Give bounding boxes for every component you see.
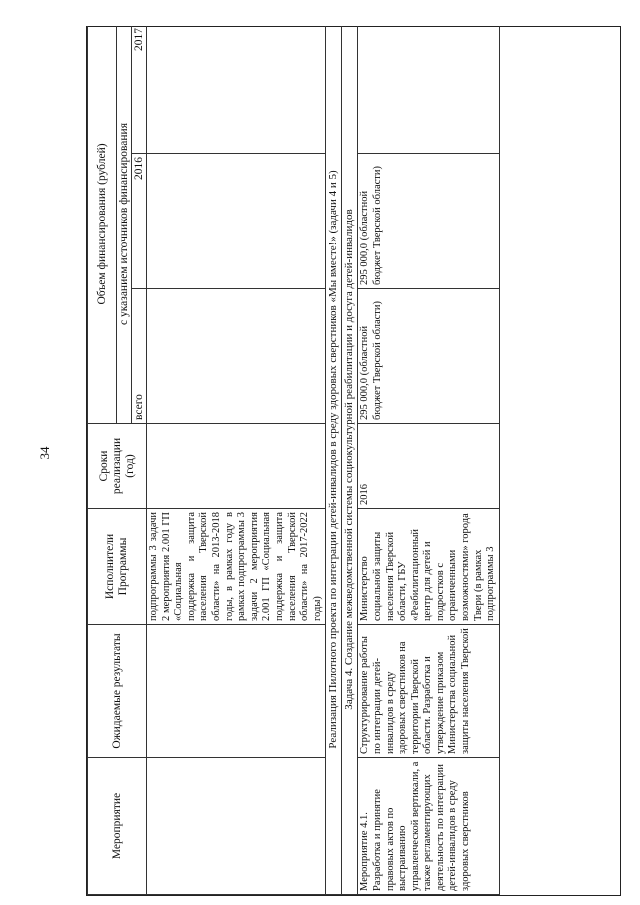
cell-empty [147, 154, 326, 289]
cell-empty [147, 758, 326, 895]
col-header-executors: Исполнители Программы [88, 509, 147, 625]
cell-executors-cont: подпрограммы 3 задачи 2 мероприятия 2.001 ГП «Социальная поддержка и защита населения Тверской области» на 2013-2018 годы, в рамках году в рамках подпрограммы 3 задачи 2 мероприятия 2.001 ГП «Социальная поддержка и защита населения Тверской области» на 2017-2022 годы) [147, 509, 326, 625]
section-band [326, 26, 342, 895]
section-band [342, 26, 358, 895]
page-number: 34 [37, 446, 52, 460]
cell-total: 295 000,0 (областной бюджет Тверской области) [358, 289, 500, 424]
col-header-2016: 2016 [132, 154, 147, 289]
table-row [358, 26, 500, 895]
col-header-total: всего [132, 289, 147, 424]
cell-empty [147, 424, 326, 509]
header-row [88, 26, 117, 895]
col-header-results: Ожидаемые результаты [88, 625, 147, 758]
cell-executors: Министерство социальной защиты населения Тверской области, ГБУ «Реабилитационный центр для детей и подростков с ограниченными возможностями» города Твери (в рамках подпрограммы 3 [358, 509, 500, 625]
cell-empty [147, 625, 326, 758]
col-header-funding [88, 26, 117, 424]
col-header-measure: Мероприятие [88, 758, 147, 895]
cell-period: 2016 [358, 424, 500, 509]
funding-title: Объем финансирования (рублей) [95, 143, 108, 305]
program-table [86, 26, 621, 896]
cell-empty [147, 26, 326, 154]
document-stage [86, 26, 621, 896]
col-header-period: Сроки реализации (год) [88, 424, 147, 509]
cell-2017 [358, 26, 500, 154]
col-header-2017: 2017 [132, 26, 147, 154]
cell-empty [147, 289, 326, 424]
col-header-funding-sub: с указанием источников финансирования [117, 26, 132, 424]
table-row [147, 26, 326, 895]
cell-measure: Мероприятие 4.1. Разработка и принятие правовых актов по выстраиванию управленческой вертикали, а также регламентирующих деятельность по интеграции детей-инвалидов в среду здоровых сверстников [358, 758, 500, 895]
band-task-4: Задача 4. Создание межведомственной системы социокультурной реабилитации и досуга детей-инвалидов [342, 26, 358, 895]
band-pilot-project: Реализация Пилотного проекта по интеграции детей-инвалидов в среду здоровых сверстников «Мы вместе!» (задачи 4 и 5) [326, 26, 342, 895]
cell-2016: 295 000,0 (областной бюджет Тверской области) [358, 154, 500, 289]
cell-results: Структурирование работы по интеграции детей-инвалидов в среду здоровых сверстников на территории Тверской области. Разработка и утверждение приказом Министерства социальной защиты населения Тверской [358, 625, 500, 758]
